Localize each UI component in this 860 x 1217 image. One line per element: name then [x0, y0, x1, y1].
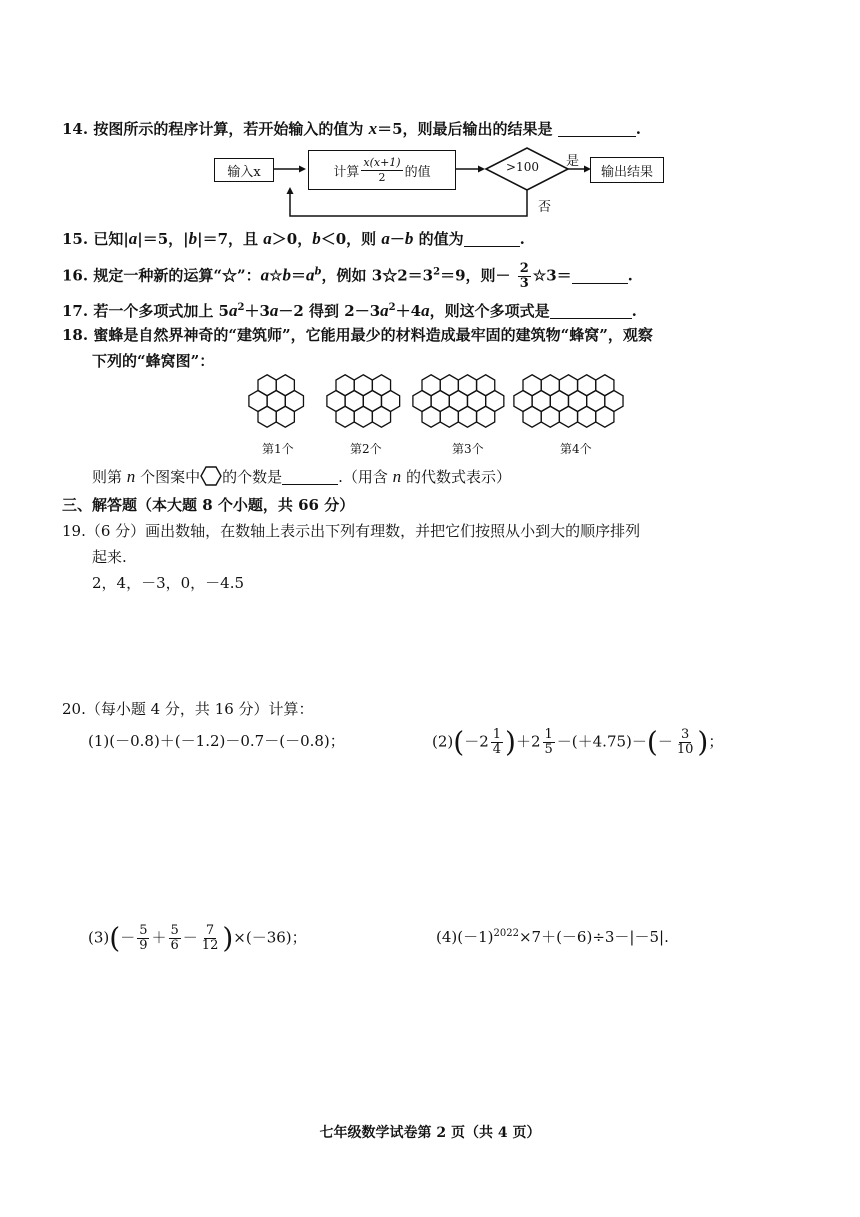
caption-figure-3: 第3个 — [452, 442, 484, 456]
section-heading: 三、解答题（本大题 8 个小题，共 66 分） — [62, 496, 355, 514]
p3-fraction-3: $\frac{7}{12}$ — [201, 923, 219, 953]
q16-fraction: $\frac{2}{3}$ — [519, 261, 529, 291]
p3-fraction-1: $\frac{5}{9}$ — [139, 923, 148, 953]
flow-output-box: 输出结果 — [590, 157, 664, 183]
honeycomb-2-cell — [372, 406, 390, 427]
honeycomb-3-cell — [440, 406, 458, 427]
q18-line1: 18. 蜜蜂是自然界神奇的“建筑师”，它能用最少的材料造成最牢固的建筑物“蜂窝”，观察 — [62, 326, 653, 344]
q19-line1: 19.（6 分）画出数轴，在数轴上表示出下列有理数，并把它们按照从小到大的顺序排列 — [62, 522, 641, 540]
q20-part1: (1)(－0.8)＋(－1.2)－0.7－(－0.8)； — [88, 732, 345, 750]
flow-no-label: 否 — [538, 200, 552, 215]
hexagon-icon — [200, 466, 222, 486]
honeycomb-4-cell — [541, 406, 559, 427]
p3-fraction-2: $\frac{5}{6}$ — [170, 923, 179, 953]
honeycomb-1-cell — [276, 406, 294, 427]
honeycomb-3-cell — [458, 406, 476, 427]
honeycomb-3-cell — [477, 406, 495, 427]
honeycomb-4-cell — [559, 406, 577, 427]
honeycomb-4-cell — [596, 406, 614, 427]
q20-part3: (3)(－ $\frac{5}{9}$ ＋ $\frac{5}{6}$ － $\frac{7}{12}$ )×(－36)； — [88, 921, 307, 955]
q19-line2: 起来. — [92, 548, 127, 566]
q18-line2: 下列的“蜂窝图”： — [92, 352, 215, 370]
honeycomb-4-cell — [578, 406, 596, 427]
honeycomb-2-cell — [354, 406, 372, 427]
p2-fraction-2: $\frac{1}{5}$ — [544, 727, 553, 757]
answer-blank-17[interactable] — [550, 302, 632, 319]
honeycomb-2-cell — [336, 406, 354, 427]
caption-figure-2: 第2个 — [350, 442, 382, 456]
q20-part2: (2)(－2 $\frac{1}{4}$ )＋2 $\frac{1}{5}$ －(＋4.75)－(－ $\frac{3}{10}$ )； — [432, 725, 724, 759]
flowchart-lines — [200, 140, 680, 230]
q19-numbers: 2，4，－3，0，－4.5 — [92, 574, 245, 592]
answer-blank-16[interactable] — [572, 267, 628, 284]
caption-figure-4: 第4个 — [560, 442, 592, 456]
q15-text: 15. 已知|a|＝5，|b|＝7，且 a＞0，b＜0，则 a－b 的值为 . — [62, 229, 525, 248]
honeycomb-3-cell — [422, 406, 440, 427]
q18-ask: 则第 n 个图案中 的个数是 .（用含 n 的代数式表示） — [92, 467, 511, 486]
compute-fraction: $\frac{x(x+1)}{2}$ — [363, 155, 401, 184]
answer-blank-18[interactable] — [282, 468, 338, 485]
flow-compute-box: 计算 $\frac{x(x+1)}{2}$ 的值 — [308, 150, 456, 190]
caption-figure-1: 第1个 — [262, 442, 294, 456]
p2-fraction-3: $\frac{3}{10}$ — [676, 727, 694, 757]
q17-text: 17. 若一个多项式加上 $5a^2+3a-2$ 得到 $2-3a^2+4a$，则这个多项式是 . — [62, 301, 637, 320]
answer-blank-15[interactable] — [464, 230, 520, 247]
q16-text: 16. 规定一种新的运算“☆”：$a☆b=a^b$，例如 $3☆2=3^2=9$，则－ $\frac{2}{3}$ ☆3＝ . — [62, 261, 633, 291]
q14-text: 14. 按图所示的程序计算，若开始输入的值为 x＝5，则最后输出的结果是 . — [62, 119, 641, 138]
honeycomb-4-cell — [523, 406, 541, 427]
honeycomb-figures — [240, 366, 640, 436]
q20-heading: 20.（每小题 4 分，共 16 分）计算： — [62, 700, 314, 718]
p2-fraction-1: $\frac{1}{4}$ — [492, 727, 502, 757]
flow-yes-label: 是 — [566, 154, 580, 169]
answer-blank-14[interactable] — [558, 120, 636, 137]
flow-condition-label: >100 — [506, 160, 539, 174]
flow-input-box: 输入x — [214, 158, 274, 182]
honeycomb-1-cell — [258, 406, 276, 427]
q20-part4: $(4)(-1)^{2022}\times 7+(-6)\div 3-|-5|$. — [436, 928, 669, 946]
page-footer: 七年级数学试卷第 2 页（共 4 页） — [319, 1125, 541, 1141]
